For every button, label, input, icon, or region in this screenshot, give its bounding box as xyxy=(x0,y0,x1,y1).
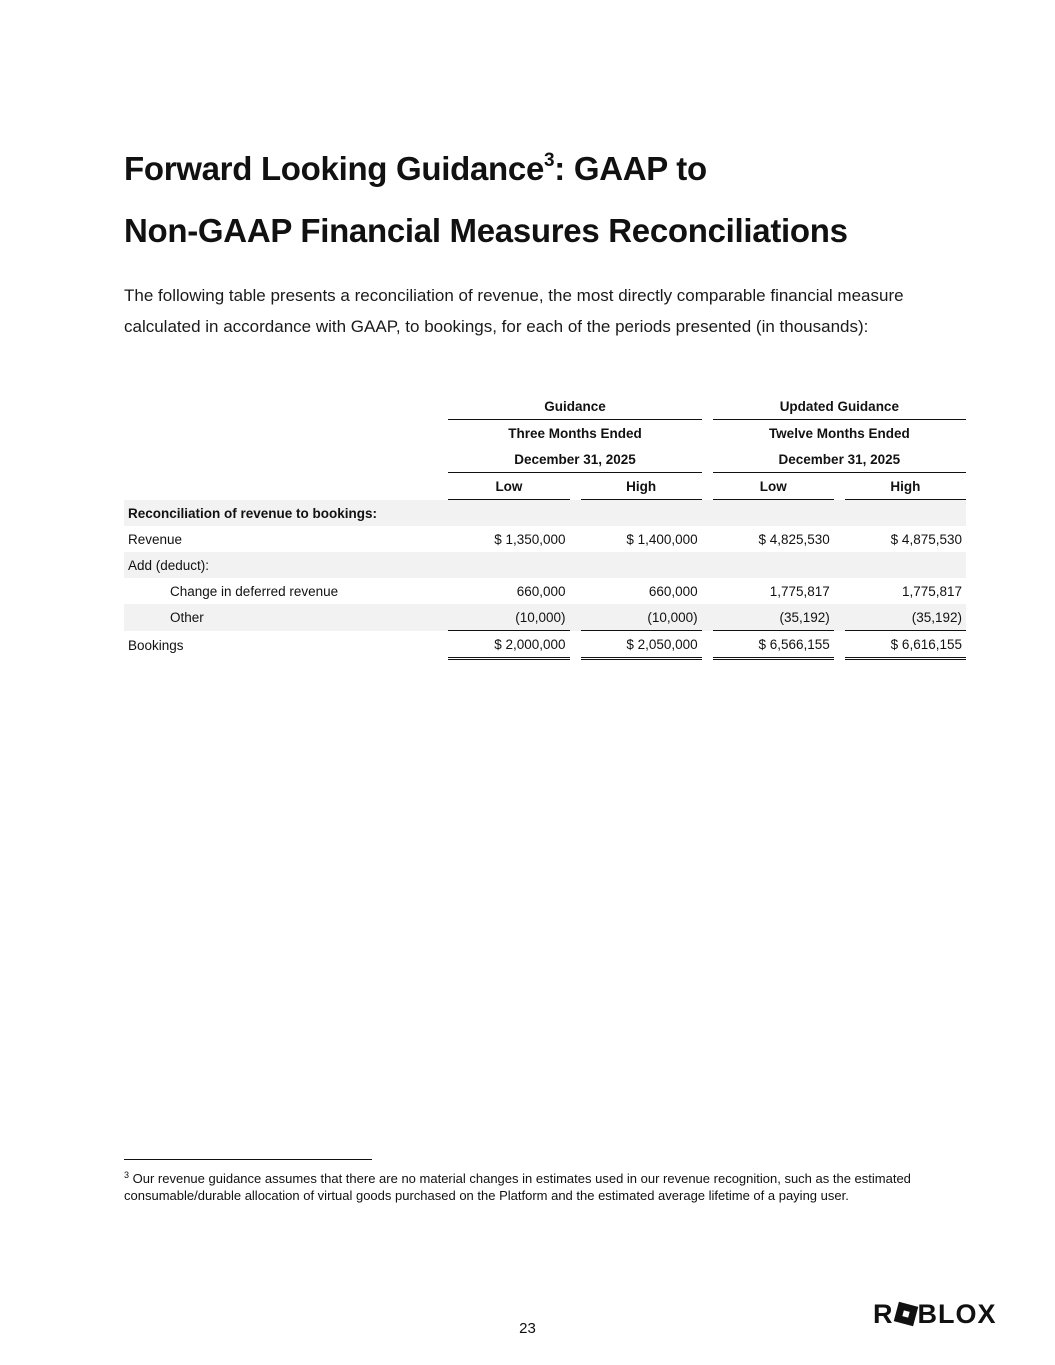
table-row xyxy=(124,500,966,526)
footnote-divider xyxy=(124,1159,372,1160)
col-high-q4: High xyxy=(581,473,702,500)
cell-value: $ 2,000,000 xyxy=(448,631,569,660)
table-row xyxy=(124,578,966,604)
header-guidance: Guidance xyxy=(448,393,701,420)
header-group-row xyxy=(124,393,966,420)
cell-value: $ 4,875,530 xyxy=(890,531,962,547)
section-label: Reconciliation of revenue to bookings: xyxy=(124,500,448,526)
header-date-three: December 31, 2025 xyxy=(448,446,701,473)
footnote-marker: 3 xyxy=(124,1170,130,1180)
cell-value: $ 4,825,530 xyxy=(758,531,830,547)
cell-value: (10,000) xyxy=(448,604,569,631)
row-label-add-deduct: Add (deduct): xyxy=(124,552,448,578)
title-line1: Forward Looking Guidance$^3$: GAAP to xyxy=(124,150,707,187)
cell-value: $ 6,566,155 xyxy=(713,631,834,660)
cell-value: $ 1,350,000 xyxy=(494,531,566,547)
header-date-row xyxy=(124,446,966,473)
cell-value: (35,192) xyxy=(845,604,966,631)
cell-value: (35,192) xyxy=(713,604,834,631)
row-label-bookings: Bookings xyxy=(128,638,184,653)
page-title xyxy=(124,138,1004,262)
header-period-three: Three Months Ended xyxy=(508,425,642,441)
col-high-fy: High xyxy=(845,473,966,500)
header-period-row xyxy=(124,420,966,446)
cell-value: $ 2,050,000 xyxy=(581,631,702,660)
table-row xyxy=(124,552,966,578)
row-label-revenue: Revenue xyxy=(128,531,183,547)
reconciliation-table xyxy=(124,393,966,660)
header-col-row xyxy=(124,473,966,500)
footnote-text: Our revenue guidance assumes that there are no material changes in estimates used in our revenue recognition, such as the estimated consumable/durable allocation of virtual goods purchased on the Platform and the estimated average lifetime of a paying user. xyxy=(124,1171,911,1203)
intro-paragraph: The following table presents a reconciliation of revenue, the most directly comparable financial measure calculated in accordance with GAAP, to bookings, for each of the periods presented (in thousands): xyxy=(124,286,904,336)
cell-value: 660,000 xyxy=(516,583,566,599)
cell-value: $ 6,616,155 xyxy=(845,631,966,660)
table-row xyxy=(124,631,966,660)
col-low-fy: Low xyxy=(713,473,834,500)
cell-value: 660,000 xyxy=(648,583,698,599)
title-line2: Non-GAAP Financial Measures Reconciliations xyxy=(124,212,848,249)
table-row xyxy=(124,526,966,552)
cell-value: (10,000) xyxy=(581,604,702,631)
roblox-logo: R BLOX xyxy=(873,1299,997,1329)
row-label-deferred: Change in deferred revenue xyxy=(170,583,339,599)
header-date-twelve: December 31, 2025 xyxy=(713,446,966,473)
footnote-ref[interactable]: 3 xyxy=(544,150,555,171)
header-period-twelve: Twelve Months Ended xyxy=(768,425,910,441)
roblox-tilt-icon xyxy=(893,1302,917,1326)
footnote xyxy=(124,1170,934,1204)
page-number: 23 xyxy=(519,1320,536,1337)
cell-value: $ 1,400,000 xyxy=(626,531,698,547)
cell-value: 1,775,817 xyxy=(769,583,830,599)
header-updated-guidance: Updated Guidance xyxy=(713,393,966,420)
cell-value: 1,775,817 xyxy=(901,583,962,599)
col-low-q4: Low xyxy=(448,473,569,500)
row-label-other: Other xyxy=(124,604,448,631)
table-row xyxy=(124,604,966,631)
